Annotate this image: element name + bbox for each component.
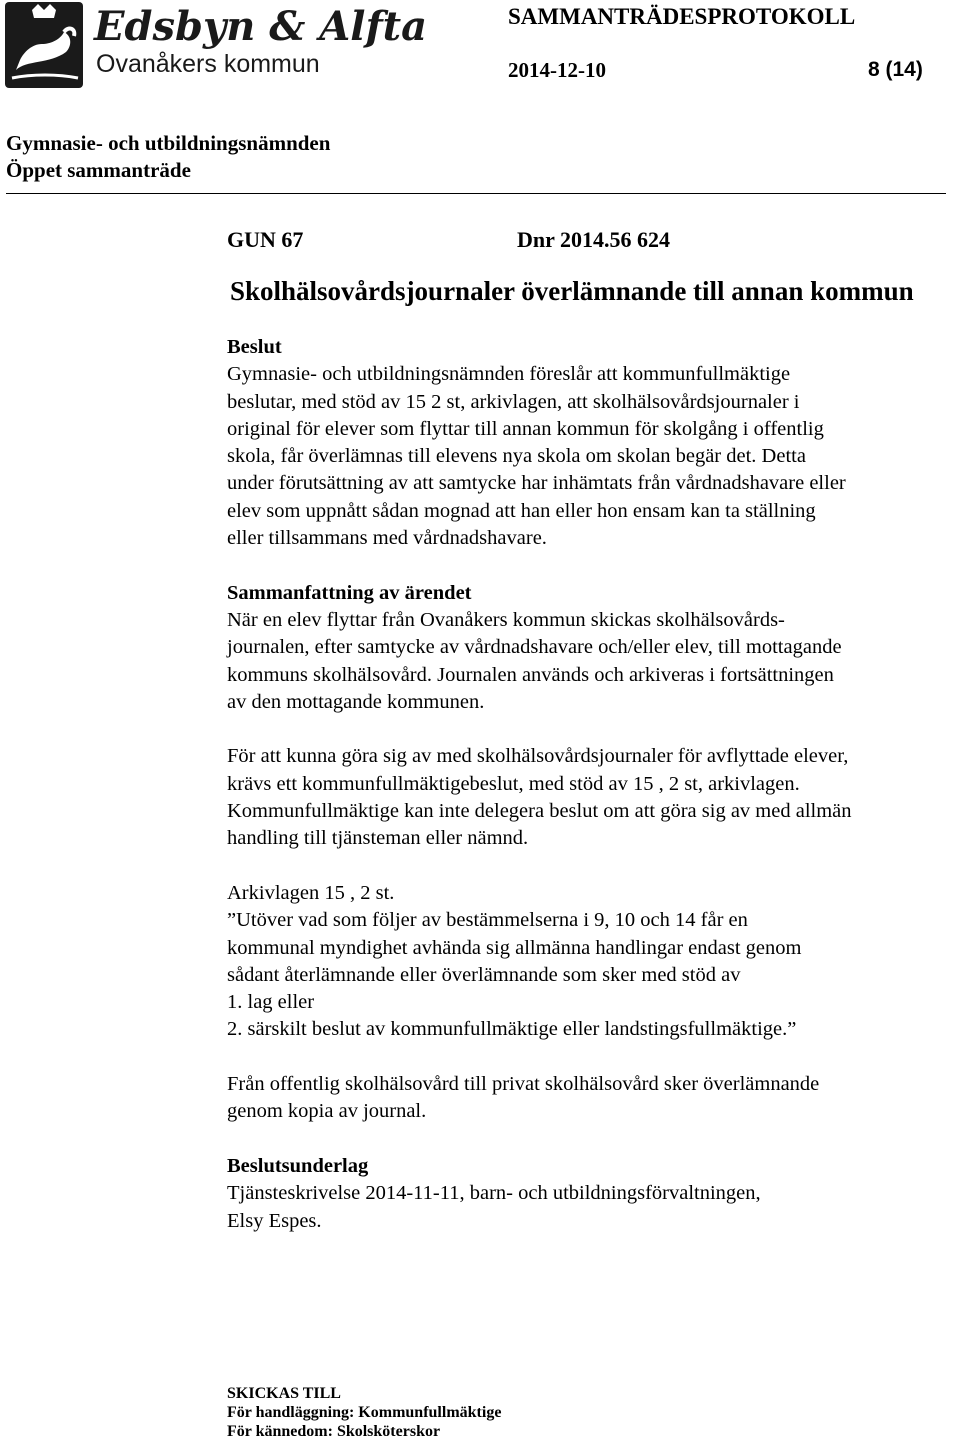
paragraph-line: Från offentlig skolhälsovård till privat skolhälsovård sker överlämnande xyxy=(227,1073,820,1096)
beslut-line: original för elever som flyttar till annan kommun för skolgång i offentlig xyxy=(227,417,824,440)
beslut-line: skola, får överlämnas till elevens nya skola om skolan begär det. Detta xyxy=(227,445,806,468)
distribution-list xyxy=(227,1384,501,1441)
sammanfattning-heading: Sammanfattning av ärendet xyxy=(227,581,472,604)
case-title: Skolhälsovårdsjournaler överlämnande till annan kommun xyxy=(230,276,914,306)
document-type: SAMMANTRÄDESPROTOKOLL xyxy=(508,4,856,29)
paragraph-line: handling till tjänsteman eller nämnd. xyxy=(227,827,529,850)
distribution-heading: SKICKAS TILL xyxy=(227,1385,341,1402)
sammanfattning-line: När en elev flyttar från Ovanåkers kommun skickas skolhälsovårds- xyxy=(227,608,785,631)
arkivlagen-line: ”Utöver vad som följer av bestämmelserna i 9, 10 och 14 får en xyxy=(227,909,748,932)
meeting-date: 2014-12-10 xyxy=(508,58,606,82)
sammanfattning-line: journalen, efter samtycke av vårdnadshavare och/eller elev, till mottagande xyxy=(227,636,842,659)
beslut-line: under förutsättning av att samtycke har inhämtats från vårdnadshavare eller xyxy=(227,472,846,495)
paragraph-line: krävs ett kommunfullmäktigebeslut, med stöd av 15 , 2 st, arkivlagen. xyxy=(227,772,800,795)
beslutsunderlag-line: Elsy Espes. xyxy=(227,1209,322,1232)
beslutsunderlag-heading: Beslutsunderlag xyxy=(227,1154,369,1177)
swan-crown-emblem-icon xyxy=(2,0,428,95)
beslutsunderlag-line: Tjänsteskrivelse 2014-11-11, barn- och utbildningsförvaltningen, xyxy=(227,1182,761,1205)
distribution-info: För kännedom: Skolsköterskor xyxy=(227,1423,441,1440)
arkivlagen-line: sådant återlämnande eller överlämnande som sker med stöd av xyxy=(227,963,741,986)
sammanfattning-line: kommuns skolhälsovård. Journalen används och arkiveras i fortsättningen xyxy=(227,663,834,686)
beslut-heading: Beslut xyxy=(227,336,282,358)
arkivlagen-line: kommunal myndighet avhända sig allmänna handlingar endast genom xyxy=(227,936,802,959)
distribution-handling: För handläggning: Kommunfullmäktige xyxy=(227,1404,502,1421)
paragraph-line: Kommunfullmäktige kan inte delegera beslut om att göra sig av med allmän xyxy=(227,800,852,823)
beslut-line: elev som uppnått sådan mognad att han eller hon ensam kan ta ställning xyxy=(227,499,816,522)
page-number: 8 (14) xyxy=(868,58,923,81)
meeting-type: Öppet sammanträde xyxy=(6,158,191,182)
arkivlagen-list-item: 1. lag eller xyxy=(227,991,315,1014)
paragraph-line: genom kopia av journal. xyxy=(227,1100,427,1123)
beslut-line: eller tillsammans med vårdnadshavare. xyxy=(227,527,547,550)
beslut-line: Gymnasie- och utbildningsnämnden föreslår att kommunfullmäktige xyxy=(227,363,791,386)
logo-text-line2: Ovanåkers kommun xyxy=(96,50,320,78)
committee-name: Gymnasie- och utbildningsnämnden xyxy=(6,131,331,155)
paragraph-reference: GUN 67 xyxy=(227,227,304,252)
arkivlagen-list-item: 2. särskilt beslut av kommunfullmäktige eller landstingsfullmäktige.” xyxy=(227,1018,797,1041)
municipality-logo xyxy=(2,0,428,95)
paragraph-line: För att kunna göra sig av med skolhälsovårdsjournaler för avflyttade elever, xyxy=(227,745,849,768)
logo-text-line1: Edsbyn & Alfta xyxy=(94,3,428,50)
case-body xyxy=(227,334,953,1235)
arkivlagen-line: Arkivlagen 15 , 2 st. xyxy=(227,881,395,904)
header-divider xyxy=(6,193,946,194)
beslut-line: beslutar, med stöd av 15 2 st, arkivlagen, att skolhälsovårdsjournaler i xyxy=(227,390,800,413)
diary-number: Dnr 2014.56 624 xyxy=(517,227,670,252)
sammanfattning-line: av den mottagande kommunen. xyxy=(227,690,485,713)
